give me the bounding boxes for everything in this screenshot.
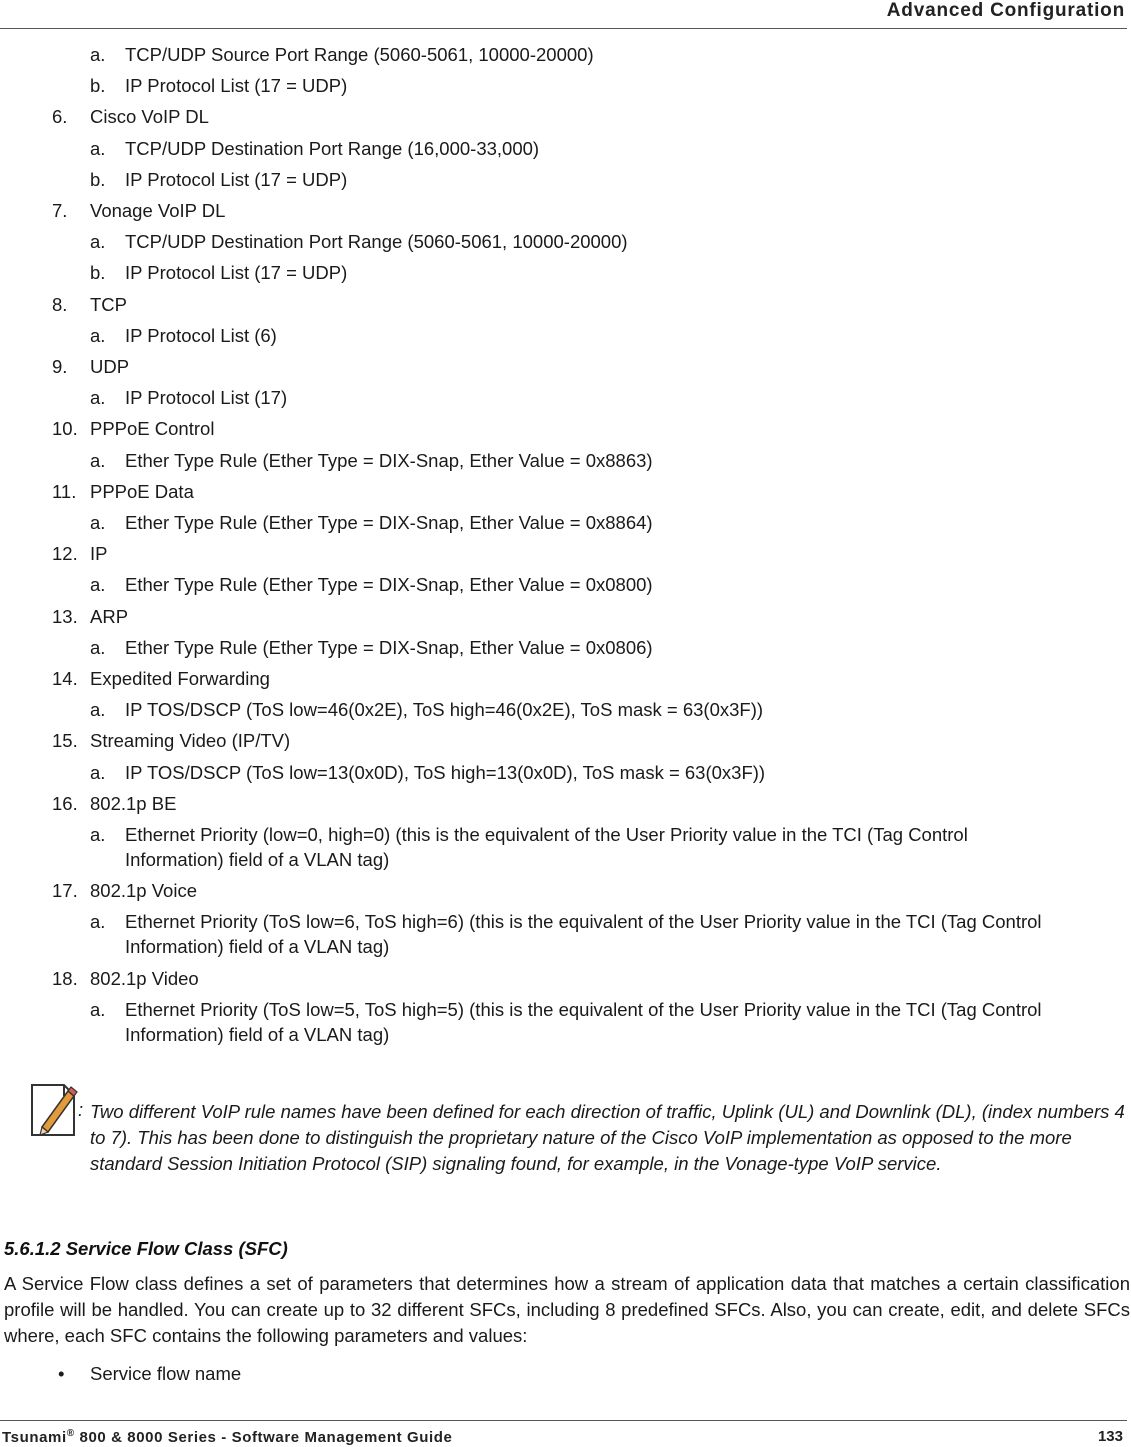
- footer-divider: [0, 1420, 1127, 1421]
- list-text: UDP: [90, 356, 130, 377]
- list-marker: a.: [90, 824, 106, 845]
- note-text: Two different VoIP rule names have been defined for each direction of traffic, Uplink (UL) and Downlink (DL), (index numbers 4 to 7). This has been done to distinguish the proprietary nature of the Cisco VoIP implementation as opposed to the more standard Session Initiation Protocol (SIP) signaling found, for example, in the Vonage-type VoIP service.: [90, 1101, 1125, 1174]
- list-marker: 10.: [52, 418, 78, 439]
- list-text: IP Protocol List (6): [125, 325, 277, 346]
- list-text: ARP: [90, 606, 129, 627]
- list-marker: 8.: [52, 294, 68, 315]
- list-marker: 13.: [52, 606, 78, 627]
- list-marker: 18.: [52, 968, 78, 989]
- bullet-text: Service flow name: [90, 1363, 242, 1384]
- list-marker: a.: [90, 637, 106, 658]
- footer-brand: Tsunami: [2, 1429, 67, 1446]
- note-colon: :: [78, 1099, 84, 1120]
- list-marker: a.: [90, 387, 106, 408]
- list-marker: b.: [90, 75, 106, 96]
- list-marker: 7.: [52, 200, 68, 221]
- footer-title: [2, 1428, 452, 1446]
- list-text: TCP/UDP Source Port Range (5060-5061, 10000-20000): [125, 44, 594, 65]
- list-marker: a.: [90, 762, 106, 783]
- list-text: 802.1p BE: [90, 793, 177, 814]
- pencil-note-icon: [28, 1077, 78, 1139]
- list-text: Vonage VoIP DL: [90, 200, 226, 221]
- list-marker: a.: [90, 450, 106, 471]
- list-text: Cisco VoIP DL: [90, 106, 209, 127]
- registered-mark: ®: [66, 1428, 75, 1439]
- list-marker: 15.: [52, 730, 78, 751]
- page-number: 133: [1097, 1428, 1123, 1445]
- list-text: Ether Type Rule (Ether Type = DIX-Snap, Ether Value = 0x0800): [125, 574, 653, 595]
- list-marker: 6.: [52, 106, 68, 127]
- list-text: Expedited Forwarding: [90, 668, 270, 689]
- list-marker: a.: [90, 44, 106, 65]
- list-text: Ether Type Rule (Ether Type = DIX-Snap, Ether Value = 0x0806): [125, 637, 653, 658]
- list-text: TCP/UDP Destination Port Range (16,000-33,000): [125, 138, 540, 159]
- list-marker: 16.: [52, 793, 78, 814]
- list-text: IP Protocol List (17 = UDP): [125, 169, 348, 190]
- list-text: TCP: [90, 294, 127, 315]
- list-marker: a.: [90, 574, 106, 595]
- list-marker: 14.: [52, 668, 78, 689]
- list-marker: 12.: [52, 543, 78, 564]
- list-marker: a.: [90, 512, 106, 533]
- list-text: 802.1p Voice: [90, 880, 197, 901]
- list-marker: a.: [90, 138, 106, 159]
- list-text: Streaming Video (IP/TV): [90, 730, 291, 751]
- list-text: Ether Type Rule (Ether Type = DIX-Snap, Ether Value = 0x8864): [125, 512, 653, 533]
- list-text: IP TOS/DSCP (ToS low=46(0x2E), ToS high=46(0x2E), ToS mask = 63(0x3F)): [125, 699, 764, 720]
- section-heading: 5.6.1.2 Service Flow Class (SFC): [4, 1238, 288, 1259]
- list-text: IP TOS/DSCP (ToS low=13(0x0D), ToS high=13(0x0D), ToS mask = 63(0x3F)): [125, 762, 766, 783]
- list-marker: b.: [90, 169, 106, 190]
- list-text: 802.1p Video: [90, 968, 199, 989]
- list-marker: b.: [90, 262, 106, 283]
- list-marker: a.: [90, 325, 106, 346]
- list-marker: a.: [90, 231, 106, 252]
- bullet-icon: •: [58, 1363, 65, 1384]
- list-text-continuation: Information) field of a VLAN tag): [125, 1024, 390, 1045]
- page-header-title: Advanced Configuration: [886, 0, 1125, 21]
- section-paragraph: A Service Flow class defines a set of parameters that determines how a stream of application data that matches a certain classification profile will be handled. You can create up to 32 different SFCs, including 8 predefined SFCs. Also, you can create, edit, and delete SFCs where, each SFC contains the following parameters and values:: [4, 1273, 1130, 1346]
- list-marker: 17.: [52, 880, 78, 901]
- list-marker: a.: [90, 911, 106, 932]
- list-text: Ethernet Priority (ToS low=6, ToS high=6) (this is the equivalent of the User Priority value in the TCI (Tag Control: [125, 911, 1042, 932]
- list-text: Ether Type Rule (Ether Type = DIX-Snap, Ether Value = 0x8863): [125, 450, 653, 471]
- footer-title-rest: 800 & 8000 Series - Software Management Guide: [74, 1429, 453, 1446]
- list-text-continuation: Information) field of a VLAN tag): [125, 936, 390, 957]
- list-text: Ethernet Priority (low=0, high=0) (this is the equivalent of the User Priority value in the TCI (Tag Control: [125, 824, 968, 845]
- list-marker: 9.: [52, 356, 68, 377]
- list-text: IP Protocol List (17 = UDP): [125, 262, 348, 283]
- list-text: PPPoE Data: [90, 481, 194, 502]
- list-marker: 11.: [52, 481, 77, 502]
- list-text: TCP/UDP Destination Port Range (5060-5061, 10000-20000): [125, 231, 628, 252]
- list-text-continuation: Information) field of a VLAN tag): [125, 849, 390, 870]
- list-marker: a.: [90, 699, 106, 720]
- list-text: Ethernet Priority (ToS low=5, ToS high=5) (this is the equivalent of the User Priority value in the TCI (Tag Control: [125, 999, 1042, 1020]
- list-text: IP Protocol List (17 = UDP): [125, 75, 348, 96]
- header-divider: [0, 28, 1127, 29]
- list-marker: a.: [90, 999, 106, 1020]
- list-text: IP Protocol List (17): [125, 387, 288, 408]
- list-text: PPPoE Control: [90, 418, 215, 439]
- list-text: IP: [90, 543, 108, 564]
